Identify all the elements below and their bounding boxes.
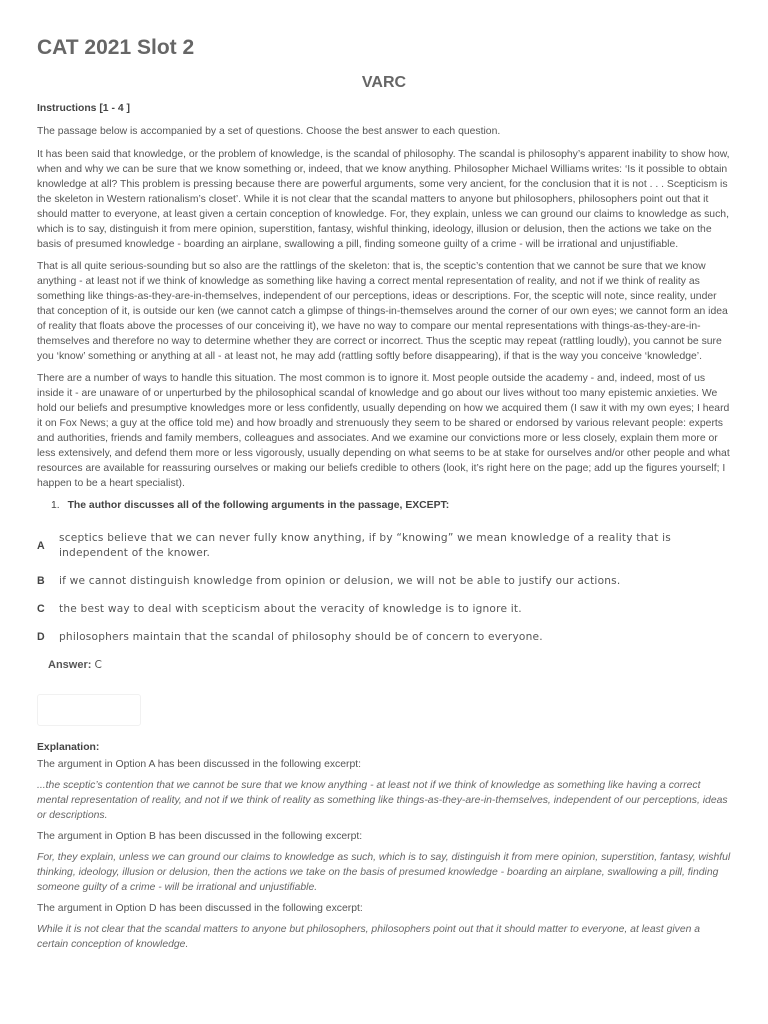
question bbox=[51, 498, 733, 513]
option-a[interactable] bbox=[37, 531, 733, 561]
page-title: CAT 2021 Slot 2 bbox=[37, 36, 195, 59]
answer-label: Answer: bbox=[48, 659, 92, 671]
option-text: if we cannot distinguish knowledge from opinion or delusion, we will not be able to justify our actions. bbox=[59, 575, 621, 587]
passage-paragraph-3: There are a number of ways to handle this situation. The most common is to ignore it. Most people outside the academy - and, indeed, most of us inside it - are unaware of or unperturbed by the philosophical scandal of knowledge and go about our lives without too many epistemic anxieties. We hold our beliefs and presumptive knowledges more or less confidently, usually depending on how we acquired them (I saw it with my own eyes; I heard it on Fox News; a guy at the office told me) and how broadly and strenuously they seem to be shared or endorsed by various relevant people: experts and authorities, friends and family members, colleagues and associates. And we examine our convictions more or less closely, explain them more or less extensively, and defend them more or less vigorously, usually depending on what seems to be at stake for ourselves and/or other people and what resources are available for reassuring ourselves or making our beliefs credible to others (look, it’s right here on the page; add up the figures yourself; I happen to be a heart specialist). bbox=[37, 373, 730, 489]
passage-paragraph-1: It has been said that knowledge, or the problem of knowledge, is the scandal of philosophy. The scandal is philosophy’s apparent inability to show how, when and why we can be sure that we know something or, indeed, that we know anything. Philosopher Michael Williams writes: ‘Is it possible to obtain knowledge at all? This problem is pressing because there are powerful arguments, some very ancient, for the conclusion that it is not . . . Scepticism is the skeleton in Western rationalism’s closet’. While it is not clear that the scandal matters to anyone but philosophers, philosophers point out that it should matter to everyone, at least given a certain conception of knowledge. For, they explain, unless we can ground our claims to knowledge as such, which is to say, distinguish it from mere opinion, superstition, fantasy, wishful thinking, ideology, illusion or delusion, then the actions we take on the basis of presumed knowledge - boarding an airplane, swallowing a pill, finding someone guilty of a crime - will be irrational and unjustifiable. bbox=[37, 149, 730, 250]
instructions-text: The passage below is accompanied by a set of questions. Choose the best answer to each question. bbox=[37, 126, 501, 137]
options-list bbox=[37, 531, 733, 645]
passage-paragraph-2: That is all quite serious-sounding but so also are the rattlings of the skeleton: that is, the sceptic’s contention that we cannot be sure that we know anything - at least not if we think of knowledge as something like having a correct mental representation of reality, and not if we think of reality as something like things-as-they-are-in-themselves, independent of our perceptions, ideas or descriptions. For, the sceptic will note, since reality, under that conception of it, is outside our ken (we cannot catch a glimpse of things-in-themselves around the corner of our own eyes; we cannot form an idea of reality that floats above the processes of our conceiving it), we have no way to compare our mental representations with things-as-they-are-in-themselves and therefore no way to determine whether they are correct or incorrect. Thus the sceptic may repeat (rattling loudly), you cannot be sure you ‘know’ something or anything at all - at least not, he may add (rattling softly before disappearing), if that is the way you conceive ‘knowledge’. bbox=[37, 261, 728, 362]
explanation-quote-d: While it is not clear that the scandal matters to anyone but philosophers, philosophers point out that it should matter to everyone, at least given a certain conception of knowledge. bbox=[37, 924, 701, 950]
explanation-note-a: The argument in Option A has been discussed in the following excerpt: bbox=[37, 759, 362, 770]
option-d[interactable] bbox=[37, 630, 733, 645]
answer bbox=[48, 658, 733, 673]
option-c[interactable] bbox=[37, 602, 733, 617]
explanation-note-b: The argument in Option B has been discussed in the following excerpt: bbox=[37, 831, 363, 842]
option-letter: A bbox=[37, 539, 45, 552]
option-text: philosophers maintain that the scandal of philosophy should be of concern to everyone. bbox=[59, 631, 543, 643]
option-b[interactable] bbox=[37, 574, 733, 589]
instructions-label: Instructions [1 - 4 ] bbox=[37, 103, 130, 114]
answer-value: C bbox=[94, 659, 102, 671]
option-letter: D bbox=[37, 631, 45, 643]
question-text: The author discusses all of the following arguments in the passage, EXCEPT: bbox=[67, 500, 450, 511]
content bbox=[37, 101, 733, 958]
section-heading: VARC bbox=[361, 74, 407, 91]
blank-box bbox=[37, 694, 141, 726]
explanation-heading: Explanation: bbox=[37, 742, 100, 753]
explanation-note-d: The argument in Option D has been discussed in the following excerpt: bbox=[37, 903, 363, 914]
explanation-quote-b: For, they explain, unless we can ground our claims to knowledge as such, which is to say, distinguish it from mere opinion, superstition, fantasy, wishful thinking, ideology, illusion or delusion, then the actions we take on the basis of presumed knowledge - boarding an airplane, swallowing a pill, finding someone guilty of a crime - will be irrational and unjustifiable. bbox=[37, 852, 731, 893]
option-text: sceptics believe that we can never fully know anything, if by “knowing” we mean knowledge of a reality that is independent of the knower. bbox=[59, 532, 672, 559]
option-letter: B bbox=[37, 575, 45, 587]
option-text: the best way to deal with scepticism about the veracity of knowledge is to ignore it. bbox=[59, 603, 522, 615]
question-number: 1. bbox=[51, 500, 60, 511]
option-letter: C bbox=[37, 603, 45, 615]
explanation-quote-a: ...the sceptic’s contention that we cannot be sure that we know anything - at least not if we think of knowledge as something like having a correct mental representation of reality, and not if we think of reality as something like things-as-they-are-in-themselves, independent of our perceptions, ideas or descriptions. bbox=[37, 780, 728, 821]
